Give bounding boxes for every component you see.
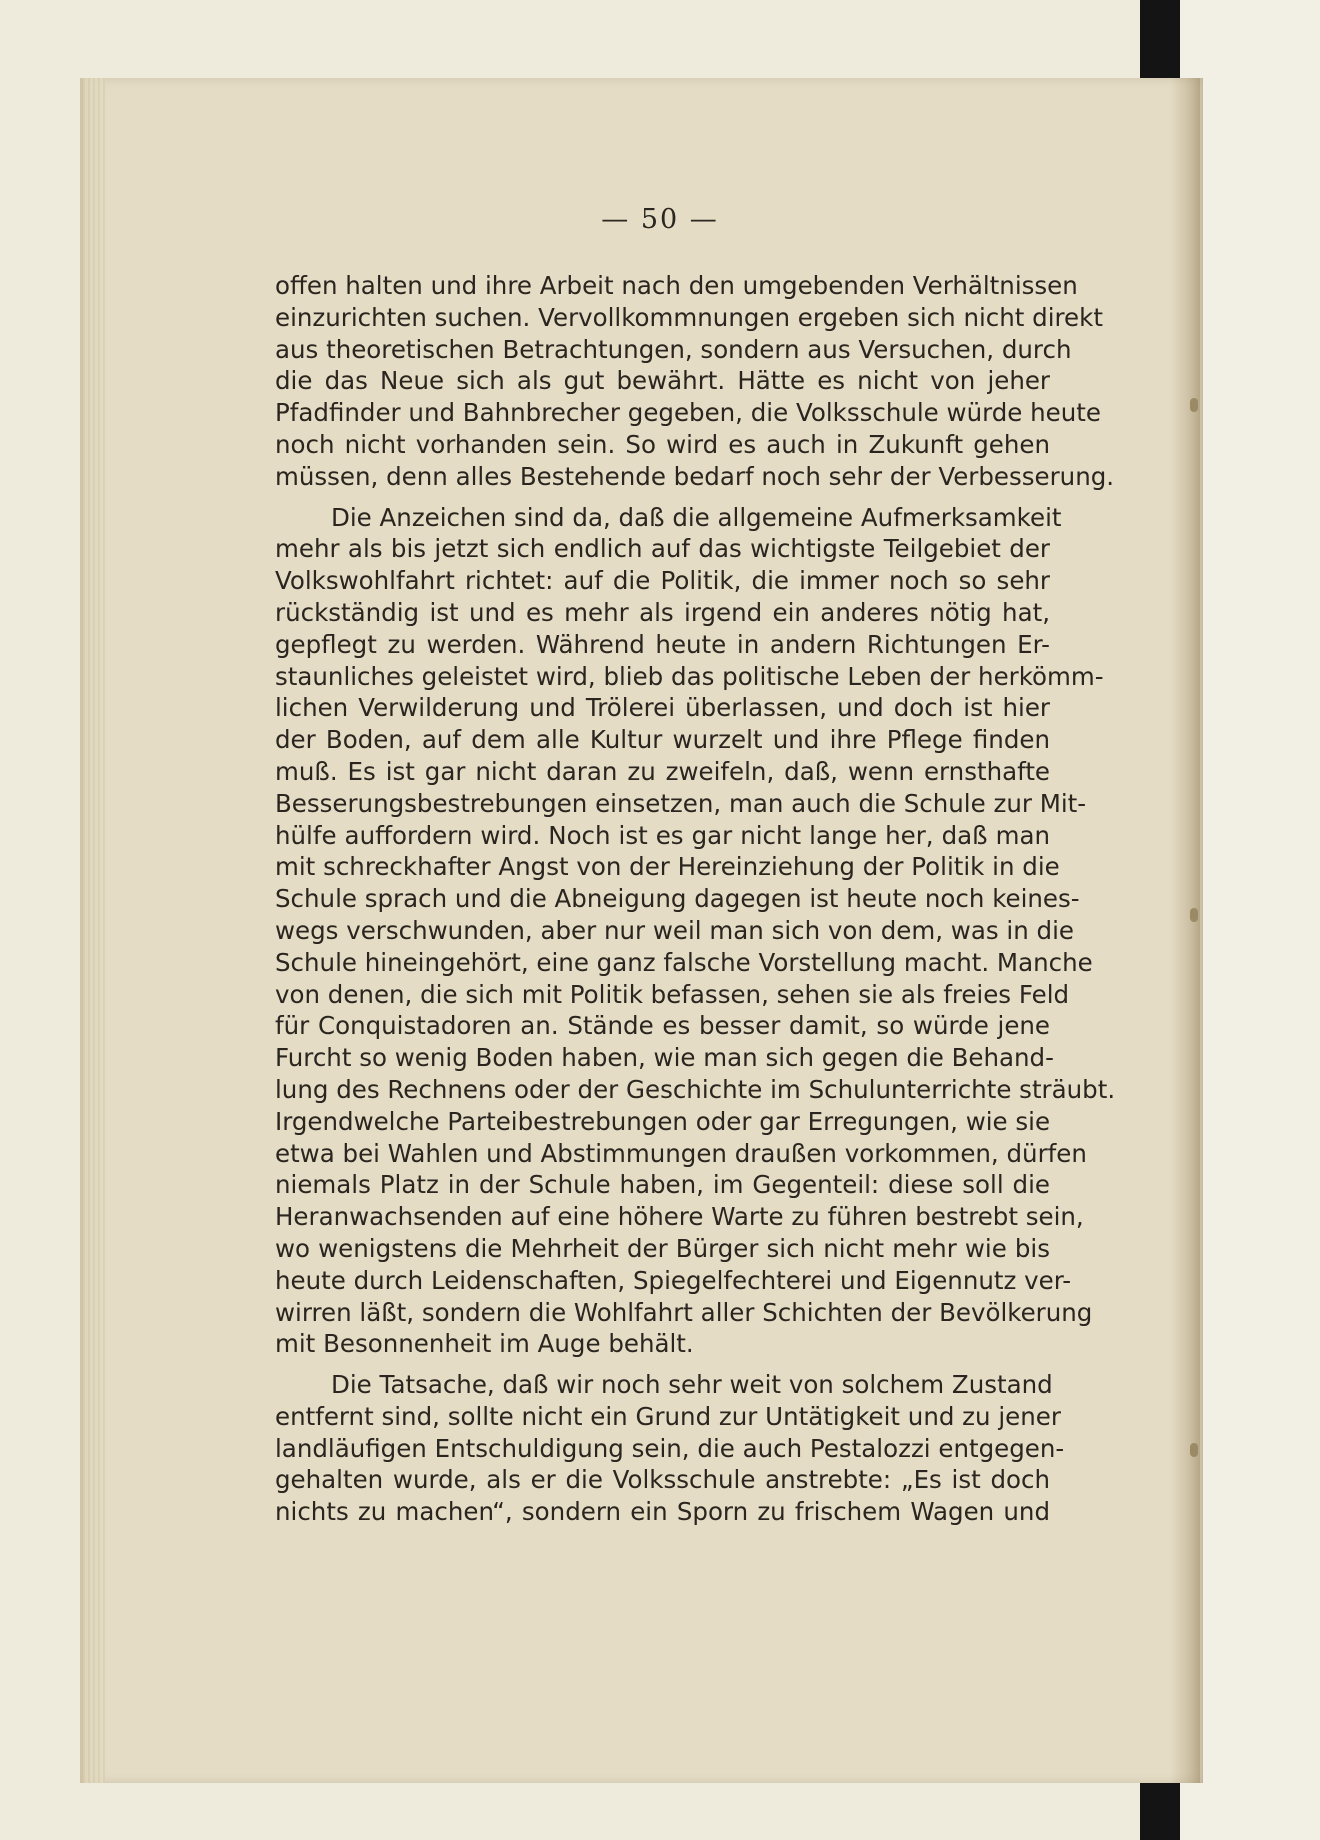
text-line: mehr als bis jetzt sich endlich auf das wichtigste Teilgebiet der xyxy=(275,534,1050,564)
text-line: Irgendwelche Parteibestrebungen oder gar Erregungen, wie sie xyxy=(275,1106,1051,1136)
page-edge-mark xyxy=(1190,398,1198,412)
text-line: Volkswohlfahrt richtet: auf die Politik, die immer noch so sehr xyxy=(275,566,1050,596)
text-line: gehalten wurde, als er die Volksschule anstrebte: „Es ist doch xyxy=(275,1465,1050,1495)
text-line: offen halten und ihre Arbeit nach den umgebenden Verhältnissen xyxy=(275,271,1078,300)
text-line: lung des Rechnens oder der Geschichte im Schulunterrichte sträubt. xyxy=(275,1074,1116,1104)
text-line: rückständig ist und es mehr als irgend ein anderes nötig hat, xyxy=(275,597,1050,627)
text-line: Schule sprach und die Abneigung dagegen ist heute noch keines- xyxy=(275,884,1080,914)
text-line: Die Tatsache, daß wir noch sehr weit von solchem Zustand xyxy=(331,1370,1053,1400)
text-line: staunliches geleistet wird, blieb das politische Leben der herkömm- xyxy=(275,661,1104,691)
text-line: wegs verschwunden, aber nur weil man sich von dem, was in die xyxy=(275,915,1074,945)
text-line: die das Neue sich als gut bewährt. Hätte es nicht von jeher xyxy=(275,366,1050,396)
text-line: hülfe auffordern wird. Noch ist es gar nicht lange her, daß man xyxy=(275,820,1050,850)
text-line: von denen, die sich mit Politik befassen, sehen sie als freies Feld xyxy=(275,979,1070,1009)
text-line: gepflegt zu werden. Während heute in andern Richtungen Er- xyxy=(275,629,1050,659)
page-edge-mark xyxy=(1190,908,1198,922)
text-line: der Boden, auf dem alle Kultur wurzelt und ihre Pflege finden xyxy=(275,725,1050,755)
text-line: entfernt sind, sollte nicht ein Grund zur Untätigkeit und zu jener xyxy=(275,1401,1061,1431)
paragraph xyxy=(275,1369,1065,1528)
text-line: wirren läßt, sondern die Wohlfahrt aller Schichten der Bevölkerung xyxy=(275,1297,1093,1327)
page-edge-mark xyxy=(1190,1443,1198,1457)
text-line: müssen, denn alles Bestehende bedarf noch sehr der Verbesserung. xyxy=(275,461,1115,491)
text-line: wo wenigstens die Mehrheit der Bürger sich nicht mehr wie bis xyxy=(275,1233,1050,1263)
text-line: mit Besonnenheit im Auge behält. xyxy=(275,1329,694,1359)
text-line: für Conquistadoren an. Stände es besser damit, so würde jene xyxy=(275,1011,1050,1041)
text-line: einzurichten suchen. Vervollkommnungen ergeben sich nicht direkt xyxy=(275,302,1103,332)
text-line: Heranwachsenden auf eine höhere Warte zu führen bestrebt sein, xyxy=(275,1202,1084,1232)
paragraph xyxy=(275,270,1115,493)
text-line: aus theoretischen Betrachtungen, sondern aus Versuchen, durch xyxy=(275,334,1072,364)
paragraph-gap xyxy=(275,493,1050,502)
text-line: Schule hineingehört, eine ganz falsche Vorstellung macht. Manche xyxy=(275,947,1093,977)
text-line: lichen Verwilderung und Trölerei überlassen, und doch ist hier xyxy=(275,693,1050,723)
text-line: Die Anzeichen sind da, daß die allgemeine Aufmerksamkeit xyxy=(331,502,1062,532)
text-line: landläufigen Entschuldigung sein, die auch Pestalozzi entgegen- xyxy=(275,1433,1065,1463)
paragraph xyxy=(275,502,1116,1361)
text-line: Besserungsbestrebungen einsetzen, man auch die Schule zur Mit- xyxy=(275,788,1087,818)
text-line: etwa bei Wahlen und Abstimmungen draußen vorkommen, dürfen xyxy=(275,1138,1087,1168)
page-number: — 50 — xyxy=(601,204,719,235)
text-line: heute durch Leidenschaften, Spiegelfechterei und Eigennutz ver- xyxy=(275,1265,1072,1295)
text-line: mit schreckhafter Angst von der Hereinziehung der Politik in die xyxy=(275,852,1060,882)
body-text xyxy=(275,270,1116,1528)
text-line: Pfadfinder und Bahnbrecher gegeben, die Volksschule würde heute xyxy=(275,398,1101,428)
text-line: noch nicht vorhanden sein. So wird es auch in Zukunft gehen xyxy=(275,429,1050,459)
text-line: Furcht so wenig Boden haben, wie man sich gegen die Behand- xyxy=(275,1043,1054,1073)
paragraph-gap xyxy=(275,1360,1050,1369)
page-gutter-shadow xyxy=(1170,78,1200,1783)
text-line: muß. Es ist gar nicht daran zu zweifeln, daß, wenn ernsthafte xyxy=(275,756,1050,786)
page-stack-edge xyxy=(83,78,105,1783)
text-line: nichts zu machen“, sondern ein Sporn zu frischem Wagen und xyxy=(275,1497,1050,1527)
text-line: niemals Platz in der Schule haben, im Gegenteil: diese soll die xyxy=(275,1170,1050,1200)
